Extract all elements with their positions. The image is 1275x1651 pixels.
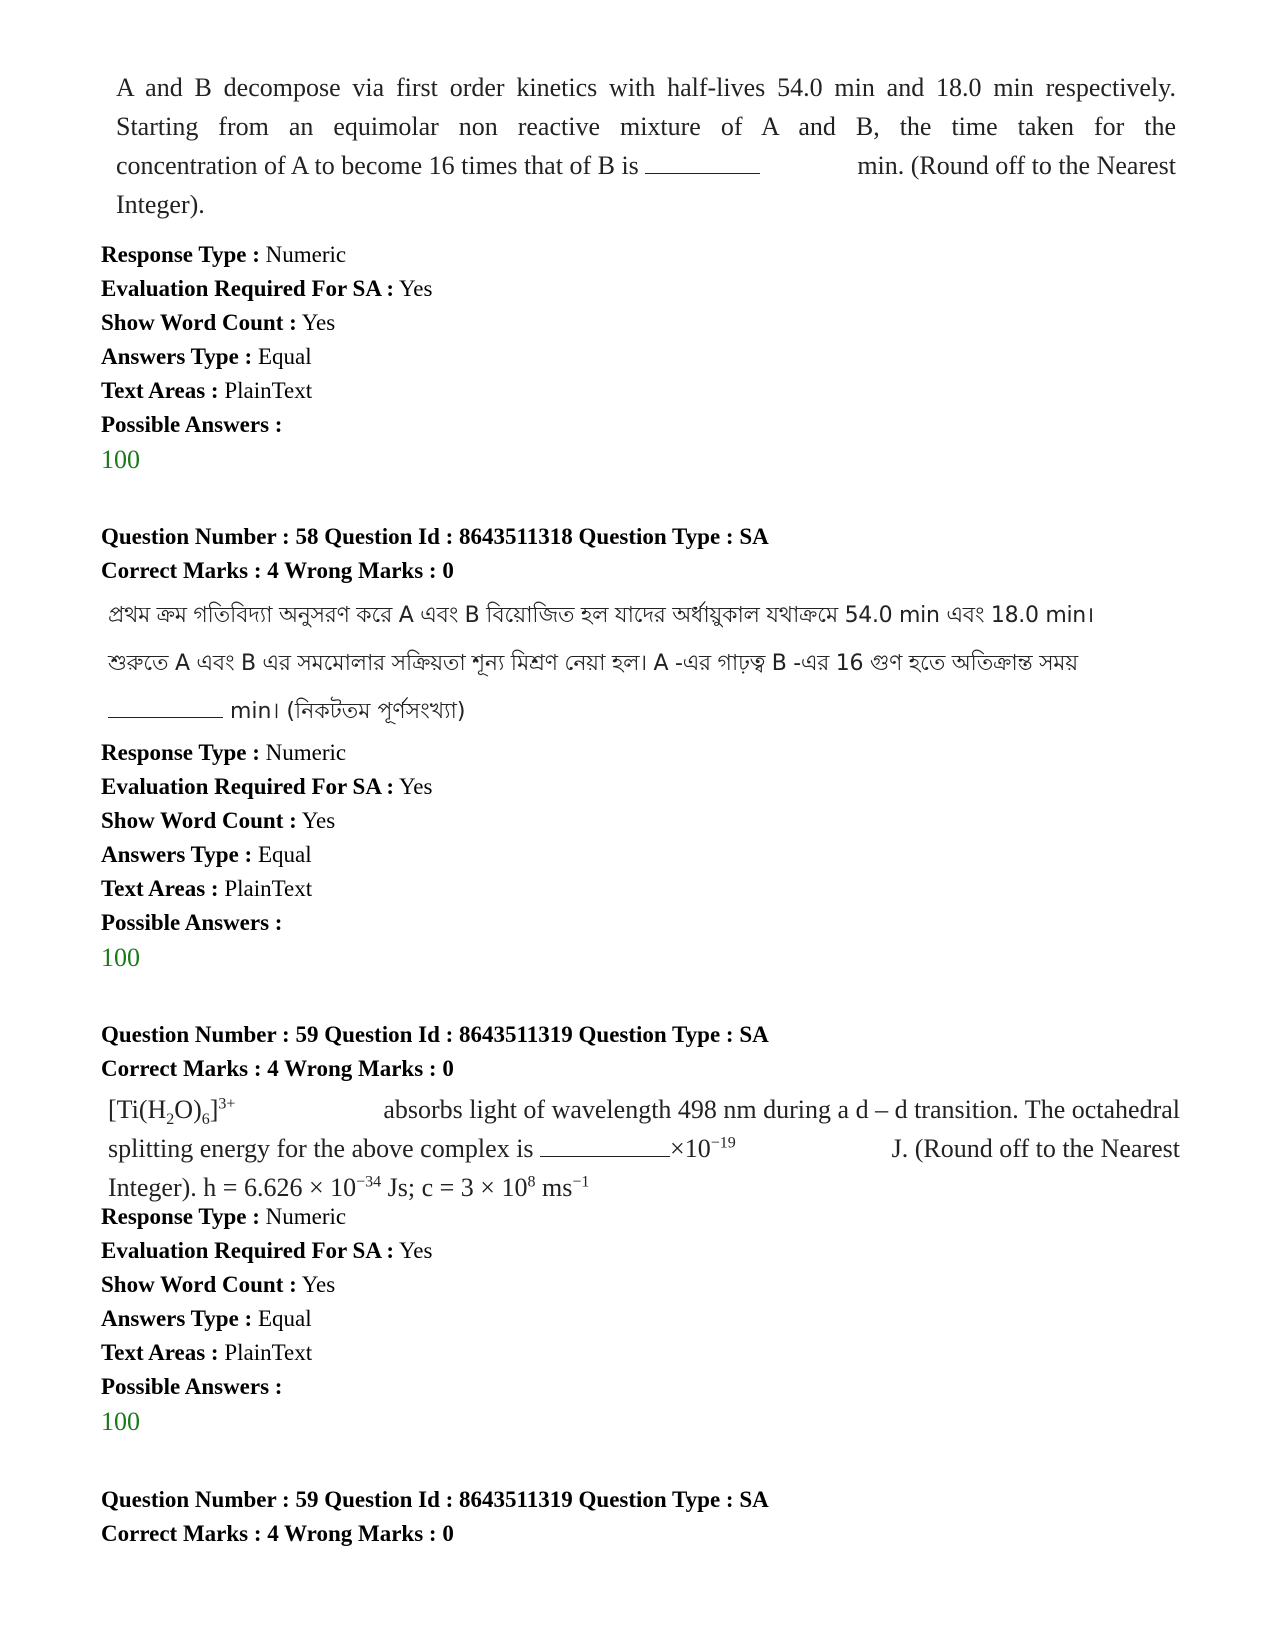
question-info: Question Number : 59 Question Id : 8643511319 Question Type : SA <box>101 1022 769 1047</box>
q57-line-3 <box>116 146 1176 185</box>
q58-line-2: শুরুতে A এবং B এর সমমোলার সক্রিয়তা শূন্য মিশ্রণ নেয়া হল। A -এর গাঢ়ত্ব B -এর 16 গুণ হতে অতিক্রান্ত সময় <box>108 651 1078 676</box>
possible-answers-label: Possible Answers : <box>101 1374 283 1399</box>
possible-answers-label: Possible Answers : <box>101 910 283 935</box>
q58-question-text <box>108 592 1180 736</box>
word-count-row: Show Word Count : Yes <box>101 310 336 335</box>
q58-line-1: প্রথম ক্রম গতিবিদ্যা অনুসরণ করে A এবং B বিয়োজিত হল যাদের অর্ধায়ুকাল যথাক্রমে 54.0 min এবং 18.0 min। <box>108 603 1094 628</box>
answer-blank <box>540 1136 670 1157</box>
evaluation-row: Evaluation Required For SA : Yes <box>101 1238 433 1263</box>
q57-meta <box>101 238 432 478</box>
q57-question-text <box>116 68 1176 224</box>
possible-answers-label: Possible Answers : <box>101 412 283 437</box>
q59-line-3: Integer). $h = 6.626 \times 10^{-34}$ Js; $c = 3 \times 10^8$ $ms^{-1}$ <box>108 1173 590 1202</box>
answers-type-row: Answers Type : Equal <box>101 1306 312 1331</box>
q57-line-2: Starting from an equimolar non reactive mixture of A and B, the time taken for the <box>116 112 1176 141</box>
q59-header <box>101 1018 769 1086</box>
q59-line-2: splitting energy for the above complex is $\times 10^{-19}$ J. (Round off to the Nearest <box>108 1134 1180 1163</box>
word-count-row: Show Word Count : Yes <box>101 808 336 833</box>
q59-line-1: $[Ti(H_2O)_6]^{3+}$ absorbs light of wavelength 498 nm during a d – d transition. The octahedral <box>108 1095 1180 1129</box>
q57-line-3b: min. (Round off to the Nearest <box>857 151 1176 180</box>
marks-info: Correct Marks : 4 Wrong Marks : 0 <box>101 558 454 583</box>
marks-info: Correct Marks : 4 Wrong Marks : 0 <box>101 1521 454 1546</box>
word-count-row: Show Word Count : Yes <box>101 1272 336 1297</box>
marks-info: Correct Marks : 4 Wrong Marks : 0 <box>101 1056 454 1081</box>
possible-answer-value: 100 <box>101 943 140 972</box>
text-areas-row: Text Areas : PlainText <box>101 1340 313 1365</box>
possible-answer-value: 100 <box>101 445 140 474</box>
response-type-row: Response Type : Numeric <box>101 1204 347 1229</box>
text-areas-row: Text Areas : PlainText <box>101 876 313 901</box>
question-info: Question Number : 58 Question Id : 8643511318 Question Type : SA <box>101 524 769 549</box>
q57-line-1: A and B decompose via first order kinetics with half-lives 54.0 min and 18.0 min respectively. <box>116 73 1176 102</box>
answer-blank <box>108 697 223 718</box>
q58-header <box>101 520 769 588</box>
possible-answer-value: 100 <box>101 1407 140 1436</box>
text-areas-row: Text Areas : PlainText <box>101 378 313 403</box>
question-info: Question Number : 59 Question Id : 8643511319 Question Type : SA <box>101 1487 769 1512</box>
answers-type-row: Answers Type : Equal <box>101 842 312 867</box>
q58-line-3: min। (নিকটতম পূর্ণসংখ্যা) <box>108 688 1180 736</box>
q57-line-3a: concentration of A to become 16 times that of B is <box>116 151 639 180</box>
answers-type-row: Answers Type : Equal <box>101 344 312 369</box>
response-type-row: Response Type : Numeric <box>101 242 347 267</box>
evaluation-row: Evaluation Required For SA : Yes <box>101 774 433 799</box>
response-type-row: Response Type : Numeric <box>101 740 347 765</box>
q59-meta <box>101 1200 432 1440</box>
next-question-header <box>101 1483 769 1551</box>
answer-blank <box>645 153 760 174</box>
q57-line-4: Integer). <box>116 190 205 219</box>
q59-question-text <box>108 1090 1180 1207</box>
evaluation-row: Evaluation Required For SA : Yes <box>101 276 433 301</box>
q58-meta <box>101 736 432 976</box>
